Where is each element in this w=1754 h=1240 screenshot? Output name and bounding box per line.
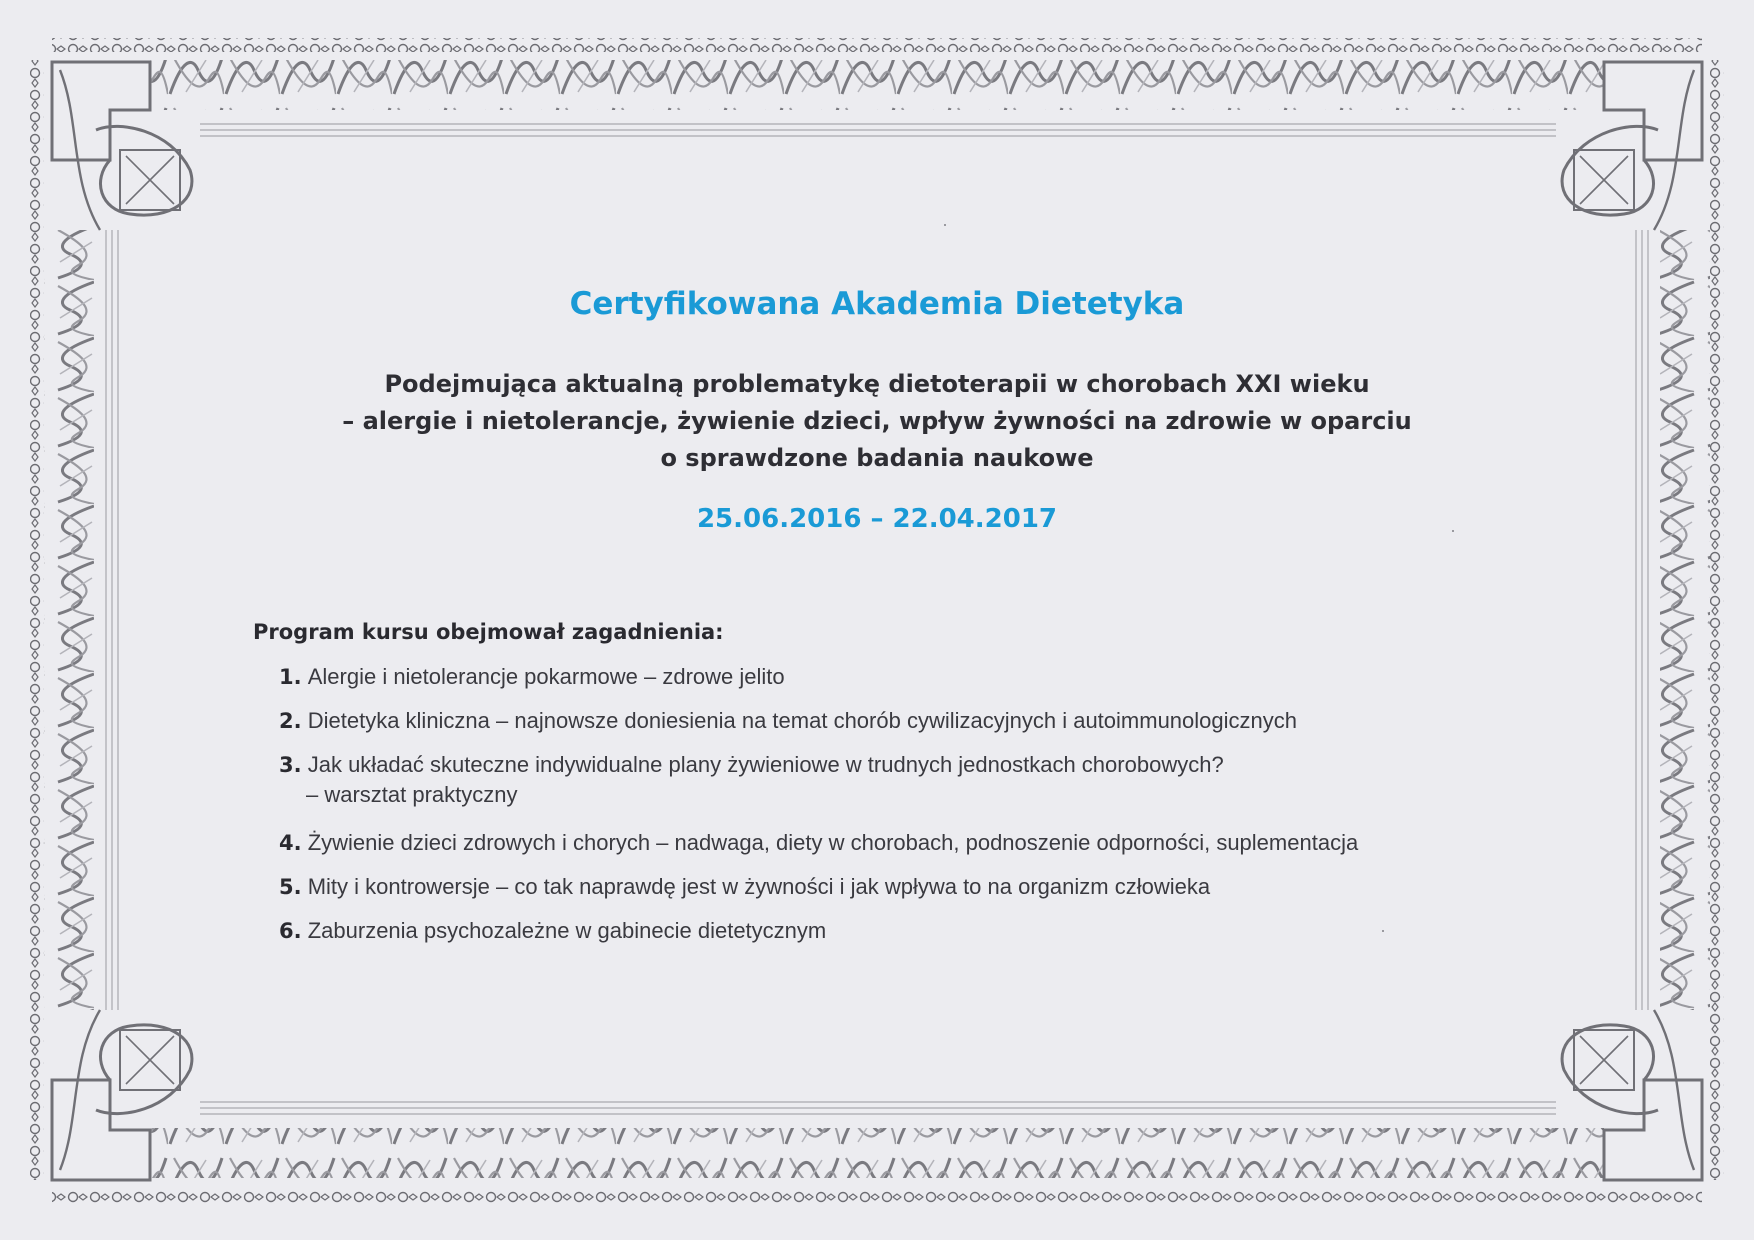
topic-continuation: – warsztat praktyczny [306,782,518,807]
subtitle-line: Podejmująca aktualną problematykę dietoterapii w chorobach XXI wieku [384,370,1370,398]
topic-text: Zaburzenia psychozależne w gabinecie dietetycznym [307,918,827,943]
certificate-title: Certyfikowana Akademia Dietetyka [569,286,1185,322]
list-item [279,918,826,944]
list-item [279,874,1210,900]
topic-text: Mity i kontrowersje – co tak naprawdę jest w żywności i jak wpływa to na organizm człowieka [307,874,1211,899]
topic-number: 3. [279,753,302,777]
subtitle-line: – alergie i nietolerancje, żywienie dzieci, wpływ żywności na zdrowie w oparciu [342,407,1412,435]
subtitle-line: o sprawdzone badania naukowe [660,444,1094,472]
program-heading: Program kursu obejmował zagadnienia: [253,620,724,644]
topic-number: 5. [279,875,302,899]
list-item [279,664,785,690]
list-item [279,752,1224,808]
topic-number: 1. [279,665,302,689]
topic-number: 6. [279,919,302,943]
course-dates: 25.06.2016 – 22.04.2017 [696,504,1058,534]
topic-text: Żywienie dzieci zdrowych i chorych – nadwaga, diety w chorobach, podnoszenie odporności, suplementacja [307,830,1359,855]
list-item [279,830,1358,856]
topic-number: 2. [279,709,302,733]
paper-speck [944,224,946,226]
topic-text: Dietetyka kliniczna – najnowsze doniesienia na temat chorób cywilizacyjnych i autoimmunologicznych [307,708,1297,733]
paper-speck [1452,530,1454,532]
certificate-subtitle [0,366,1754,477]
list-item [279,708,1297,734]
paper-speck [1382,930,1384,932]
topic-number: 4. [279,831,302,855]
topic-text: Jak układać skuteczne indywidualne plany żywieniowe w trudnych jednostkach chorobowych? [307,752,1224,777]
topic-text: Alergie i nietolerancje pokarmowe – zdrowe jelito [307,664,785,689]
